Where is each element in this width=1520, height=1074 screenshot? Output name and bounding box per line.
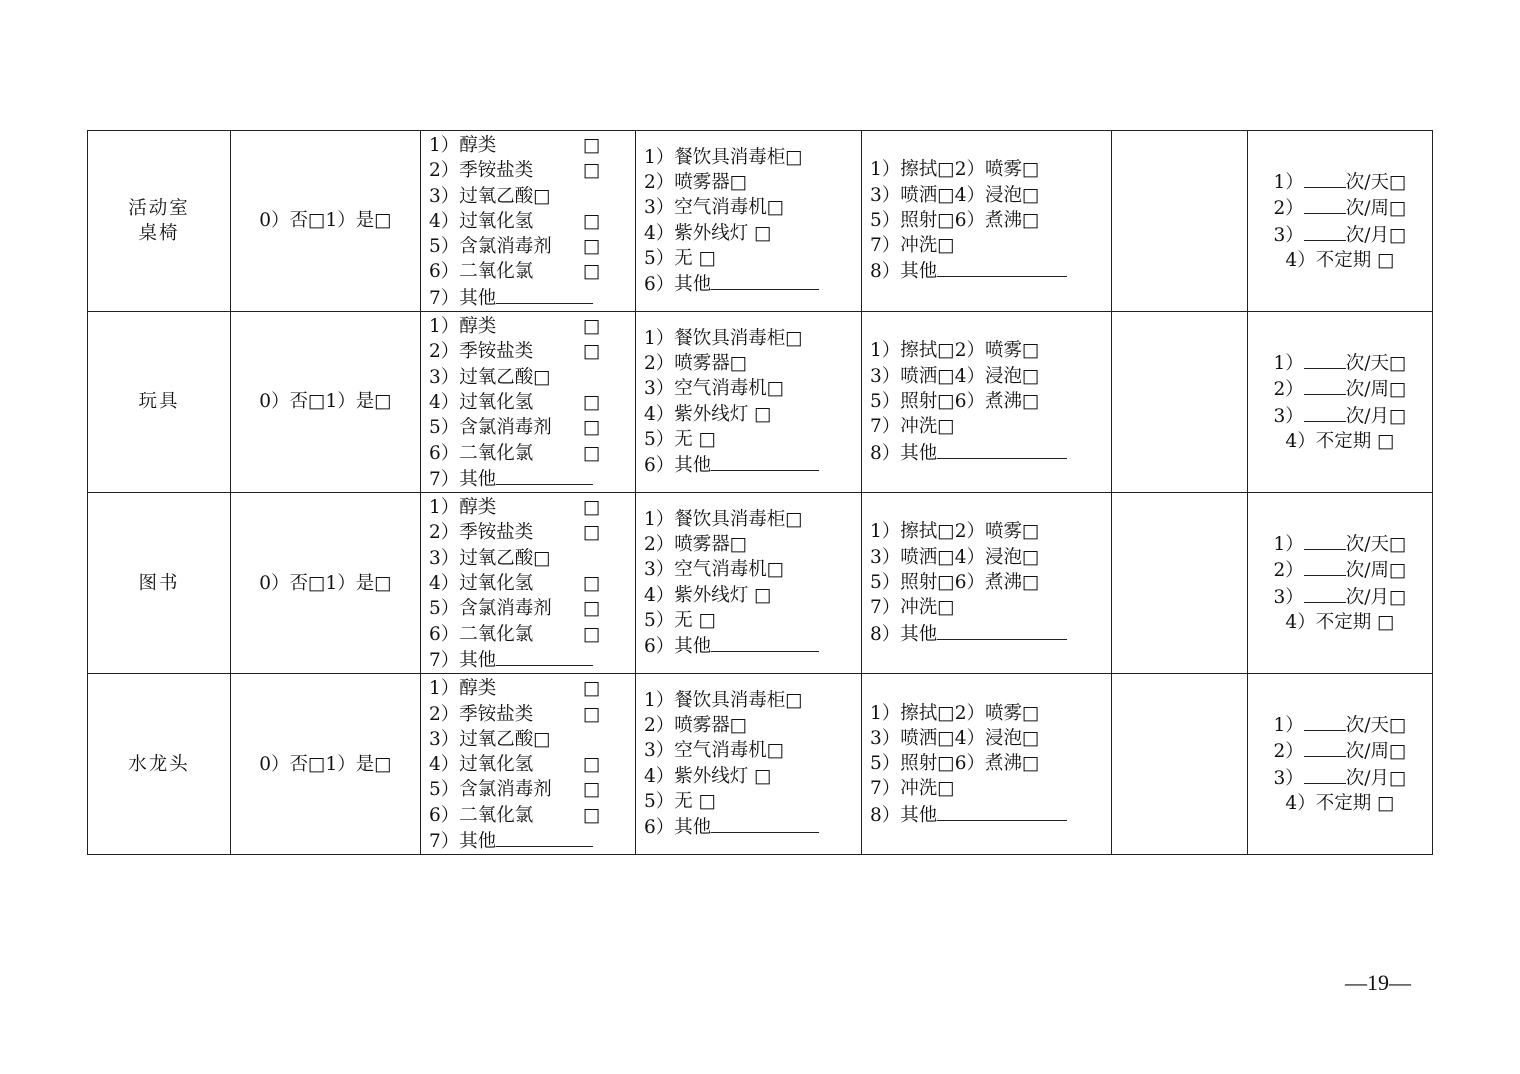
frequency-option[interactable]: [1248, 791, 1432, 816]
frequency-prefix: 4）不定期 □: [1285, 793, 1395, 815]
method-option[interactable]: 3）喷洒□4）浸泡□: [870, 727, 1040, 749]
frequency-prefix: 2）: [1273, 379, 1304, 401]
frequency-prefix: 1）: [1273, 171, 1304, 193]
disinfectant-option[interactable]: 7）其他: [429, 828, 635, 854]
use-yes-no-checkbox-group[interactable]: 0）否□1）是□: [259, 753, 392, 775]
disinfectant-option[interactable]: 7）其他: [429, 285, 635, 311]
device-option[interactable]: 1）餐饮具消毒柜□: [644, 146, 803, 168]
device-options-cell: [636, 312, 862, 493]
item-name: 图书: [138, 572, 180, 594]
method-option[interactable]: 7）冲洗□: [870, 778, 955, 800]
disinfectant-option[interactable]: 7）其他: [429, 647, 635, 673]
device-option[interactable]: 1）餐饮具消毒柜□: [644, 689, 803, 711]
method-option[interactable]: 8）其他: [870, 802, 1111, 828]
frequency-prefix: 2）: [1273, 741, 1304, 763]
checkbox-icon[interactable]: □: [583, 417, 601, 439]
frequency-prefix: 3）: [1273, 767, 1304, 789]
frequency-unit: 次/天□: [1345, 171, 1407, 193]
disinfectant-option[interactable]: 5）含氯消毒剂 □: [429, 777, 635, 802]
disinfectant-option[interactable]: 4）过氧化氢 □: [429, 571, 635, 596]
method-option[interactable]: 1）擦拭□2）喷雾□: [870, 159, 1040, 181]
frequency-option[interactable]: [1248, 531, 1432, 557]
blank-cell: [1112, 674, 1248, 855]
frequency-unit: 次/天□: [1345, 715, 1407, 737]
frequency-option[interactable]: [1248, 584, 1432, 610]
device-option[interactable]: 2）喷雾器□: [644, 534, 748, 556]
other-blank[interactable]: [937, 440, 1067, 459]
frequency-option[interactable]: [1248, 403, 1432, 429]
disinfectant-option[interactable]: 5）含氯消毒剂 □: [429, 596, 635, 621]
other-agent-blank[interactable]: [496, 285, 593, 304]
disinfectant-option[interactable]: 1）醇类 □: [429, 495, 635, 520]
use-yes-no-checkbox-group[interactable]: 0）否□1）是□: [259, 572, 392, 594]
frequency-count-blank[interactable]: [1304, 195, 1346, 214]
disinfectant-option[interactable]: 3）过氧乙酸□: [429, 728, 551, 750]
item-name-cell: [88, 131, 231, 312]
frequency-unit: 次/周□: [1345, 198, 1407, 220]
frequency-count-blank[interactable]: [1304, 712, 1346, 731]
frequency-prefix: 3）: [1273, 224, 1304, 246]
page-number: —19—: [1345, 970, 1411, 995]
device-option[interactable]: 4）紫外线灯 □: [644, 584, 772, 606]
checkbox-icon[interactable]: □: [583, 623, 601, 645]
frequency-unit: 次/天□: [1345, 353, 1407, 375]
other-blank[interactable]: [711, 452, 819, 471]
method-option[interactable]: 3）喷洒□4）浸泡□: [870, 546, 1040, 568]
checkbox-icon[interactable]: □: [583, 703, 601, 725]
disinfectant-option[interactable]: 1）醇类 □: [429, 676, 635, 701]
disinfectant-options-cell: [421, 674, 636, 855]
device-option[interactable]: 2）喷雾器□: [644, 171, 748, 193]
disinfectant-option[interactable]: 3）过氧乙酸□: [429, 185, 551, 207]
method-options-cell: [862, 674, 1112, 855]
frequency-prefix: 2）: [1273, 560, 1304, 582]
method-options-cell: [862, 493, 1112, 674]
frequency-count-blank[interactable]: [1304, 584, 1346, 603]
method-option[interactable]: 7）冲洗□: [870, 416, 955, 438]
method-option[interactable]: 1）擦拭□2）喷雾□: [870, 702, 1040, 724]
use-yes-no-checkbox-group[interactable]: 0）否□1）是□: [259, 210, 392, 232]
device-option[interactable]: 5）无 □: [644, 609, 717, 631]
disinfectant-option[interactable]: 3）过氧乙酸□: [429, 366, 551, 388]
method-option[interactable]: 8）其他: [870, 258, 1111, 284]
disinfectant-option[interactable]: 4）过氧化氢 □: [429, 752, 635, 777]
frequency-count-blank[interactable]: [1304, 531, 1346, 550]
frequency-count-blank[interactable]: [1304, 350, 1346, 369]
frequency-option[interactable]: [1248, 376, 1432, 402]
method-option[interactable]: 5）照射□6）煮沸□: [870, 390, 1040, 412]
disinfectant-option[interactable]: 2）季铵盐类 □: [429, 520, 635, 545]
other-agent-blank[interactable]: [496, 828, 593, 847]
disinfectant-option[interactable]: 4）过氧化氢 □: [429, 390, 635, 415]
use-options-cell: [231, 674, 421, 855]
device-option[interactable]: 6）其他: [644, 633, 861, 659]
frequency-count-blank[interactable]: [1304, 738, 1346, 757]
device-options-cell: [636, 493, 862, 674]
other-blank[interactable]: [937, 621, 1067, 640]
disinfectant-option[interactable]: 4）过氧化氢 □: [429, 209, 635, 234]
disinfectant-options-cell: [421, 493, 636, 674]
method-option[interactable]: 5）照射□6）煮沸□: [870, 209, 1040, 231]
frequency-prefix: 1）: [1273, 715, 1304, 737]
disinfectant-option[interactable]: 3）过氧乙酸□: [429, 547, 551, 569]
disinfectant-option[interactable]: 2）季铵盐类 □: [429, 339, 635, 364]
disinfectant-option[interactable]: 1）醇类 □: [429, 133, 635, 158]
frequency-options-cell: [1248, 131, 1433, 312]
frequency-unit: 次/月□: [1345, 767, 1407, 789]
method-option[interactable]: 1）擦拭□2）喷雾□: [870, 340, 1040, 362]
device-option[interactable]: 4）紫外线灯 □: [644, 222, 772, 244]
checkbox-icon[interactable]: □: [583, 804, 601, 826]
frequency-unit: 次/月□: [1345, 224, 1407, 246]
disinfectant-option[interactable]: 7）其他: [429, 466, 635, 492]
checkbox-icon[interactable]: □: [583, 341, 601, 363]
frequency-count-blank[interactable]: [1304, 169, 1346, 188]
device-option[interactable]: 6）其他: [644, 452, 861, 478]
device-option[interactable]: 5）无 □: [644, 428, 717, 450]
frequency-option[interactable]: [1248, 712, 1432, 738]
frequency-prefix: 1）: [1273, 353, 1304, 375]
device-option[interactable]: 5）无 □: [644, 247, 717, 269]
disinfectant-option[interactable]: 2）季铵盐类 □: [429, 702, 635, 727]
frequency-unit: 次/周□: [1345, 560, 1407, 582]
checkbox-icon[interactable]: □: [583, 210, 601, 232]
frequency-option[interactable]: [1248, 765, 1432, 791]
disinfectant-option[interactable]: 5）含氯消毒剂 □: [429, 234, 635, 259]
frequency-prefix: 2）: [1273, 198, 1304, 220]
device-option[interactable]: 1）餐饮具消毒柜□: [644, 327, 803, 349]
other-blank[interactable]: [711, 271, 819, 290]
device-option[interactable]: 3）空气消毒机□: [644, 740, 785, 762]
disinfectant-options-cell: [421, 131, 636, 312]
frequency-count-blank[interactable]: [1304, 765, 1346, 784]
item-name: 玩具: [138, 391, 180, 413]
table-row: [88, 131, 1433, 312]
blank-cell: [1112, 493, 1248, 674]
device-option[interactable]: 2）喷雾器□: [644, 353, 748, 375]
checkbox-icon[interactable]: □: [583, 497, 601, 519]
device-option[interactable]: 5）无 □: [644, 791, 717, 813]
method-option[interactable]: 3）喷洒□4）浸泡□: [870, 184, 1040, 206]
blank-cell: [1112, 312, 1248, 493]
method-option[interactable]: 8）其他: [870, 440, 1111, 466]
other-blank[interactable]: [937, 258, 1067, 277]
other-agent-blank[interactable]: [496, 466, 593, 485]
disinfectant-option[interactable]: 6）二氧化氯 □: [429, 441, 635, 466]
device-options-cell: [636, 131, 862, 312]
use-yes-no-checkbox-group[interactable]: 0）否□1）是□: [259, 391, 392, 413]
device-option[interactable]: 4）紫外线灯 □: [644, 765, 772, 787]
item-name: 活动室: [128, 197, 190, 219]
frequency-unit: 次/天□: [1345, 534, 1407, 556]
frequency-option[interactable]: [1248, 738, 1432, 764]
checkbox-icon[interactable]: □: [583, 236, 601, 258]
disinfectant-option[interactable]: 6）二氧化氯 □: [429, 803, 635, 828]
frequency-unit: 次/周□: [1345, 379, 1407, 401]
table-row: [88, 312, 1433, 493]
checkbox-icon[interactable]: □: [583, 522, 601, 544]
frequency-option[interactable]: [1248, 557, 1432, 583]
method-option[interactable]: 3）喷洒□4）浸泡□: [870, 365, 1040, 387]
item-name-cell: [88, 312, 231, 493]
method-option[interactable]: 5）照射□6）煮沸□: [870, 572, 1040, 594]
frequency-prefix: 4）不定期 □: [1285, 249, 1395, 271]
device-option[interactable]: 3）空气消毒机□: [644, 197, 785, 219]
frequency-count-blank[interactable]: [1304, 376, 1346, 395]
device-option[interactable]: 1）餐饮具消毒柜□: [644, 508, 803, 530]
item-name-cell: [88, 493, 231, 674]
checkbox-icon[interactable]: □: [583, 779, 601, 801]
frequency-prefix: 4）不定期 □: [1285, 611, 1395, 633]
frequency-option[interactable]: [1248, 610, 1432, 635]
use-options-cell: [231, 312, 421, 493]
method-options-cell: [862, 131, 1112, 312]
other-agent-blank[interactable]: [496, 647, 593, 666]
method-options-cell: [862, 312, 1112, 493]
table-body: [88, 131, 1433, 855]
device-option[interactable]: 6）其他: [644, 814, 861, 840]
device-option[interactable]: 3）空气消毒机□: [644, 378, 785, 400]
device-option[interactable]: 2）喷雾器□: [644, 715, 748, 737]
frequency-prefix: 3）: [1273, 586, 1304, 608]
item-name: 水龙头: [128, 753, 190, 775]
other-blank[interactable]: [711, 633, 819, 652]
disinfectant-option[interactable]: 6）二氧化氯 □: [429, 622, 635, 647]
checkbox-icon[interactable]: □: [583, 678, 601, 700]
method-option[interactable]: 5）照射□6）煮沸□: [870, 753, 1040, 775]
frequency-unit: 次/月□: [1345, 405, 1407, 427]
checkbox-icon[interactable]: □: [583, 598, 601, 620]
disinfectant-option[interactable]: 6）二氧化氯 □: [429, 259, 635, 284]
disinfectant-option[interactable]: 5）含氯消毒剂 □: [429, 415, 635, 440]
frequency-prefix: 3）: [1273, 405, 1304, 427]
checkbox-icon[interactable]: □: [583, 754, 601, 776]
other-blank[interactable]: [711, 814, 819, 833]
other-blank[interactable]: [937, 802, 1067, 821]
frequency-options-cell: [1248, 493, 1433, 674]
frequency-option[interactable]: [1248, 169, 1432, 195]
frequency-count-blank[interactable]: [1304, 403, 1346, 422]
checkbox-icon[interactable]: □: [583, 442, 601, 464]
method-option[interactable]: 7）冲洗□: [870, 597, 955, 619]
table-row: [88, 493, 1433, 674]
item-name-cell: [88, 674, 231, 855]
frequency-option[interactable]: [1248, 429, 1432, 454]
disinfectant-option[interactable]: 2）季铵盐类 □: [429, 158, 635, 183]
frequency-prefix: 1）: [1273, 534, 1304, 556]
checkbox-icon[interactable]: □: [583, 391, 601, 413]
checkbox-icon[interactable]: □: [583, 261, 601, 283]
frequency-options-cell: [1248, 674, 1433, 855]
frequency-count-blank[interactable]: [1304, 557, 1346, 576]
blank-cell: [1112, 131, 1248, 312]
frequency-unit: 次/周□: [1345, 741, 1407, 763]
frequency-option[interactable]: [1248, 350, 1432, 376]
use-options-cell: [231, 131, 421, 312]
disinfectant-options-cell: [421, 312, 636, 493]
disinfectant-option[interactable]: 1）醇类 □: [429, 314, 635, 339]
device-option[interactable]: 3）空气消毒机□: [644, 559, 785, 581]
frequency-option[interactable]: [1248, 195, 1432, 221]
frequency-option[interactable]: [1248, 248, 1432, 273]
device-options-cell: [636, 674, 862, 855]
disinfection-survey-table: [87, 130, 1433, 855]
checkbox-icon[interactable]: □: [583, 160, 601, 182]
method-option[interactable]: 1）擦拭□2）喷雾□: [870, 521, 1040, 543]
item-name: 桌椅: [138, 223, 180, 245]
frequency-unit: 次/月□: [1345, 586, 1407, 608]
frequency-options-cell: [1248, 312, 1433, 493]
device-option[interactable]: 6）其他: [644, 271, 861, 297]
frequency-option[interactable]: [1248, 222, 1432, 248]
checkbox-icon[interactable]: □: [583, 573, 601, 595]
checkbox-icon[interactable]: □: [583, 316, 601, 338]
device-option[interactable]: 4）紫外线灯 □: [644, 403, 772, 425]
frequency-prefix: 4）不定期 □: [1285, 430, 1395, 452]
method-option[interactable]: 8）其他: [870, 621, 1111, 647]
use-options-cell: [231, 493, 421, 674]
checkbox-icon[interactable]: □: [583, 135, 601, 156]
table-row: [88, 674, 1433, 855]
method-option[interactable]: 7）冲洗□: [870, 235, 955, 257]
frequency-count-blank[interactable]: [1304, 222, 1346, 241]
